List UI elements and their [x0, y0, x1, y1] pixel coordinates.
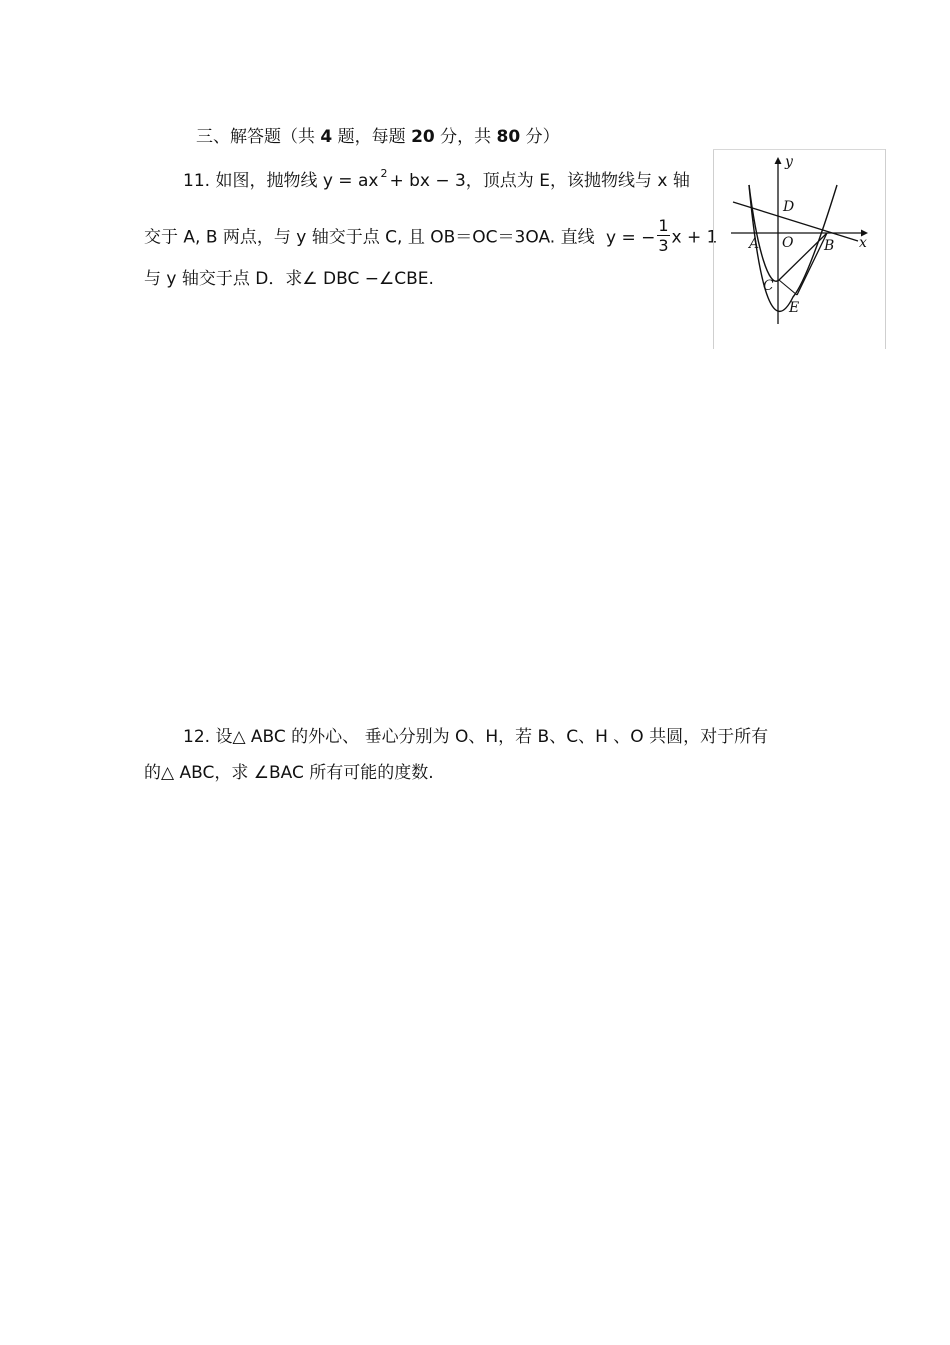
section-points-each: 20: [411, 127, 435, 147]
section-heading-mid1: 题，每题: [337, 127, 406, 147]
label-A: A: [749, 236, 760, 252]
section-heading: [196, 127, 560, 147]
q11-figure: [713, 149, 886, 349]
label-D: D: [783, 199, 795, 215]
section-question-count: 4: [320, 127, 333, 147]
label-x: x: [859, 235, 867, 251]
q11-fraction: [657, 216, 669, 255]
q11-exponent: 2: [380, 167, 388, 180]
q12-line-1: [183, 727, 768, 747]
section-heading-prefix: 三、解答题（共: [196, 127, 315, 147]
q11-line-2-a: 交于 A, B 两点，与 y 轴交于点 C, 且 OB＝OC＝3OA. 直线: [144, 227, 595, 248]
section-heading-mid2: 分，共: [440, 127, 492, 147]
section-total-points: 80: [496, 127, 521, 147]
segment-CE: [779, 280, 797, 295]
q12-line-1-text: 12. 设△ ABC 的外心、 垂心分别为 O、H，若 B、C、H 、O 共圆，对于所有: [183, 727, 769, 747]
q11-line-1: [183, 167, 690, 193]
q12-line-2: [144, 763, 434, 783]
label-O: O: [782, 235, 794, 251]
q11-line-3-text: 与 y 轴交于点 D．求∠ DBC −∠CBE.: [144, 269, 434, 289]
label-C: C: [763, 278, 774, 294]
q11-line-1-a: 11. 如图，抛物线 y = ax: [183, 171, 379, 191]
q11-line-eq-post: x + 1: [671, 227, 718, 248]
label-E: E: [789, 300, 800, 316]
y-axis-arrow: [775, 157, 782, 164]
label-B: B: [824, 238, 835, 254]
q11-line-2: [144, 218, 717, 257]
q11-fraction-numerator: 1: [658, 216, 669, 235]
q12-line-2-text: 的△ ABC，求 ∠BAC 所有可能的度数.: [144, 763, 434, 783]
q11-figure-svg: [713, 149, 886, 349]
q11-line-eq-pre: y = −: [606, 227, 656, 248]
q11-line-3: [144, 269, 434, 289]
q11-line-1-b: + bx − 3，顶点为 E，该抛物线与 x 轴: [389, 171, 690, 191]
label-y: y: [785, 154, 793, 170]
segment-BE: [797, 233, 827, 295]
q11-fraction-denominator: 3: [658, 236, 669, 255]
section-heading-suffix: 分）: [525, 127, 560, 147]
